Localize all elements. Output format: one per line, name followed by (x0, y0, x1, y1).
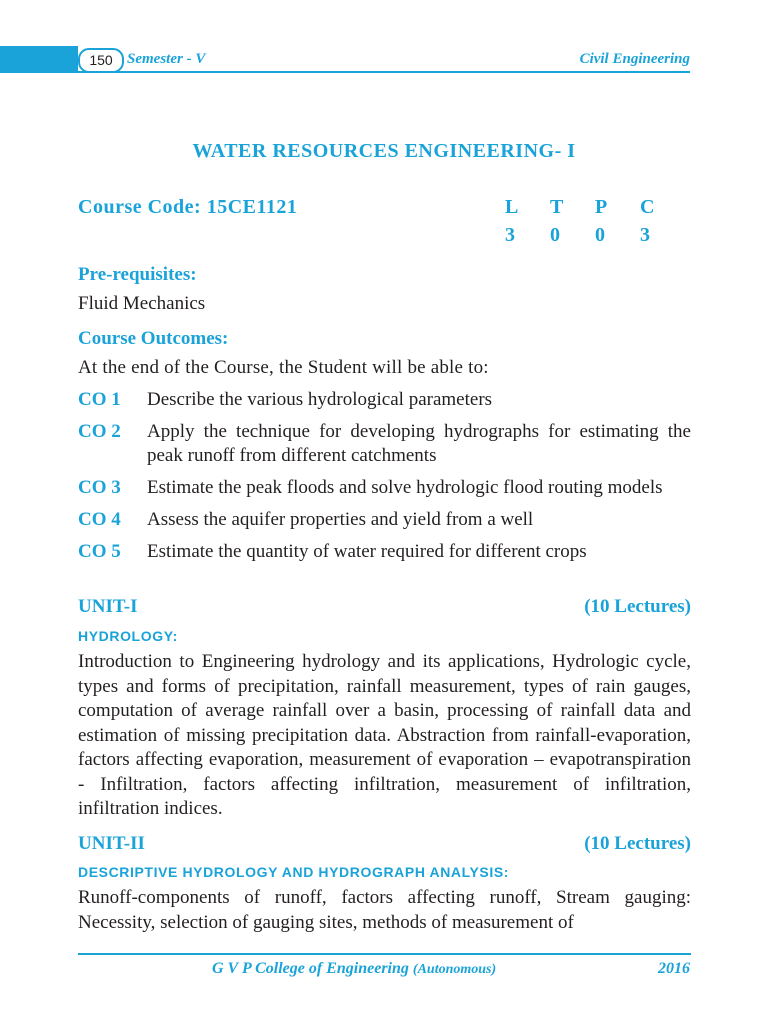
unit-1-text: Introduction to Engineering hydrology and its applications, Hydrologic cycle, types and forms of precipitation, rainfall measurement, types of rain gauges, computation of average rainfall over a basin, processing of rainfall data and estimation of missing precipitation data. Abstraction from rainfall-evaporation, factors affecting evaporation, measurement of evaporation – evapotranspiration - Infiltration, factors affecting infiltration, measurement of infiltration, infiltration indices. (78, 651, 691, 819)
course-title: WATER RESOURCES ENGINEERING- I (192, 140, 576, 162)
ltpc-value-p: 0 (595, 224, 605, 246)
outcome-text: Describe the various hydrological parameters (147, 389, 493, 410)
unit-1-section (78, 596, 691, 822)
prerequisites-text: Fluid Mechanics (78, 293, 206, 314)
outcome-text: Assess the aquifer properties and yield from a well (147, 509, 534, 530)
outcome-text: Estimate the peak floods and solve hydrologic flood routing models (147, 477, 663, 498)
ltpc-value-t: 0 (550, 224, 560, 246)
footer-college-name: G V P College of Engineering (212, 960, 409, 977)
outcome-text: Apply the technique for developing hydrographs for estimating the peak runoff from different catchments (147, 421, 691, 466)
outcomes-heading: Course Outcomes: (78, 328, 229, 349)
ltpc-header-c: C (640, 196, 655, 218)
outcome-item (78, 420, 691, 468)
prerequisites-heading: Pre-requisites: (78, 264, 197, 285)
outcomes-intro: At the end of the Course, the Student will be able to: (78, 357, 489, 378)
footer-college (212, 960, 496, 978)
outcome-label: CO 5 (78, 541, 121, 562)
prerequisites-section (78, 264, 691, 316)
unit-1-lectures: (10 Lectures) (584, 596, 691, 617)
unit-2-text: Runoff-components of runoff, factors affecting runoff, Stream gauging: Necessity, selection of gauging sites, methods of measurement of (78, 887, 691, 933)
unit-2-title: DESCRIPTIVE HYDROLOGY AND HYDROGRAPH ANALYSIS: (78, 864, 510, 880)
unit-2-lectures: (10 Lectures) (584, 833, 691, 854)
ltpc-header-row (505, 196, 685, 224)
outcome-item (78, 508, 691, 532)
ltpc-value-c: 3 (640, 224, 650, 246)
header-department: Civil Engineering (579, 51, 690, 67)
header-semester: Semester - V (127, 51, 206, 67)
unit-1-name: UNIT-I (78, 596, 138, 617)
outcome-label: CO 2 (78, 421, 121, 442)
outcome-label: CO 1 (78, 389, 121, 410)
unit-2-heading-row (78, 833, 691, 855)
unit-2-section (78, 833, 691, 936)
ltpc-header-l: L (505, 196, 519, 218)
unit-2-name: UNIT-II (78, 833, 145, 854)
ltpc-value-row (505, 224, 685, 252)
page-number-badge: 150 (78, 48, 124, 73)
outcome-label: CO 3 (78, 477, 121, 498)
outcome-text: Estimate the quantity of water required for different crops (147, 541, 587, 562)
outcome-item (78, 388, 691, 412)
footer-rule (78, 953, 691, 955)
outcomes-section (78, 328, 691, 572)
footer-autonomous: (Autonomous) (412, 962, 497, 977)
ltpc-table (505, 196, 685, 252)
ltpc-header-t: T (550, 196, 564, 218)
outcome-label: CO 4 (78, 509, 121, 530)
footer-year: 2016 (658, 960, 690, 977)
outcome-item (78, 476, 691, 500)
course-code: Course Code: 15CE1121 (78, 196, 298, 218)
unit-1-title: HYDROLOGY: (78, 628, 178, 644)
ltpc-value-l: 3 (505, 224, 515, 246)
ltpc-header-p: P (595, 196, 608, 218)
outcome-item (78, 540, 691, 564)
unit-1-heading-row (78, 596, 691, 618)
